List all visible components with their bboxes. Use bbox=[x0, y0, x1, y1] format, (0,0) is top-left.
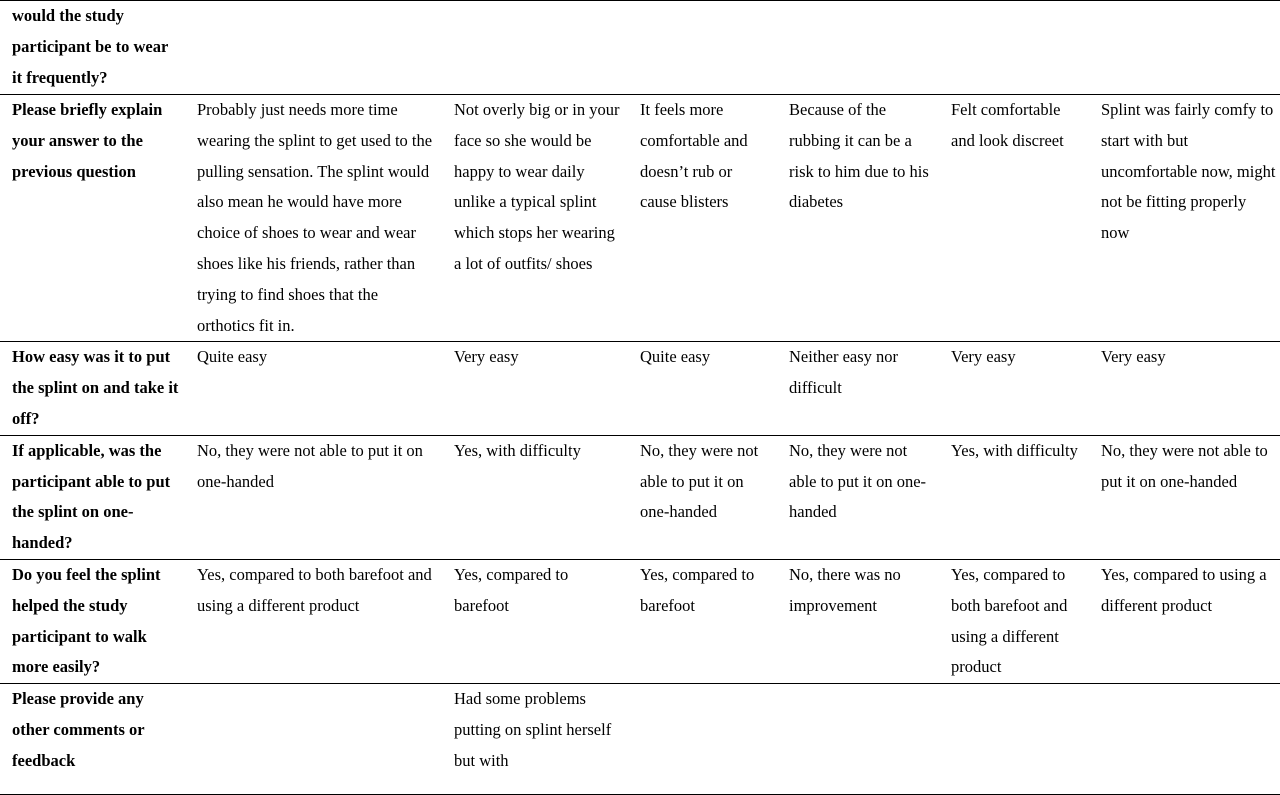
answer-cell: Yes, compared to both barefoot and using a different product bbox=[939, 559, 1089, 683]
question-cell: Do you feel the splint helped the study participant to walk more easily? bbox=[0, 559, 185, 683]
answer-cell: Not overly big or in your face so she would be happy to wear daily unlike a typical splint which stops her wearing a lot of outfits/ shoes bbox=[442, 95, 628, 342]
answer-cell: Yes, with difficulty bbox=[442, 435, 628, 559]
answer-cell: It feels more comfortable and doesn’t rub or cause blisters bbox=[628, 95, 777, 342]
question-cell: How easy was it to put the splint on and take it off? bbox=[0, 342, 185, 435]
answer-cell bbox=[442, 1, 628, 95]
answer-cell: No, they were not able to put it on one-handed bbox=[777, 435, 939, 559]
answer-cell: Quite easy bbox=[185, 342, 442, 435]
answer-cell: Very easy bbox=[442, 342, 628, 435]
answer-cell: Had some problems putting on splint herself but with bbox=[442, 684, 628, 795]
table-row bbox=[0, 559, 1280, 683]
table-row bbox=[0, 95, 1280, 342]
answer-cell: Neither easy nor difficult bbox=[777, 342, 939, 435]
answer-cell bbox=[628, 684, 777, 795]
answer-cell bbox=[628, 1, 777, 95]
answer-cell bbox=[939, 1, 1089, 95]
answer-cell: Yes, compared to both barefoot and using a different product bbox=[185, 559, 442, 683]
answer-cell: Quite easy bbox=[628, 342, 777, 435]
answer-cell bbox=[185, 684, 442, 795]
table-row bbox=[0, 342, 1280, 435]
answer-cell: Felt comfortable and look discreet bbox=[939, 95, 1089, 342]
answer-cell bbox=[777, 1, 939, 95]
question-cell: Please provide any other comments or feedback bbox=[0, 684, 185, 795]
answer-cell: Yes, compared to barefoot bbox=[628, 559, 777, 683]
question-cell: would the study participant be to wear it frequently? bbox=[0, 1, 185, 95]
answer-cell: No, they were not able to put it on one-handed bbox=[185, 435, 442, 559]
question-cell: If applicable, was the participant able to put the splint on one-handed? bbox=[0, 435, 185, 559]
answer-cell bbox=[1089, 684, 1280, 795]
answer-cell: Very easy bbox=[1089, 342, 1280, 435]
answer-cell: Because of the rubbing it can be a risk to him due to his diabetes bbox=[777, 95, 939, 342]
answer-cell: No, there was no improvement bbox=[777, 559, 939, 683]
answer-cell bbox=[939, 684, 1089, 795]
answer-cell: Yes, compared to using a different product bbox=[1089, 559, 1280, 683]
answer-cell: Splint was fairly comfy to start with but uncomfortable now, might not be fitting properly now bbox=[1089, 95, 1280, 342]
question-cell: Please briefly explain your answer to the previous question bbox=[0, 95, 185, 342]
answer-cell: Yes, compared to barefoot bbox=[442, 559, 628, 683]
answer-cell bbox=[1089, 1, 1280, 95]
answer-cell: Yes, with difficulty bbox=[939, 435, 1089, 559]
answer-cell bbox=[185, 1, 442, 95]
table-row bbox=[0, 684, 1280, 795]
answer-cell bbox=[777, 684, 939, 795]
answer-cell: No, they were not able to put it on one-handed bbox=[628, 435, 777, 559]
table-row bbox=[0, 435, 1280, 559]
answer-cell: No, they were not able to put it on one-handed bbox=[1089, 435, 1280, 559]
answer-cell: Probably just needs more time wearing the splint to get used to the pulling sensation. The splint would also mean he would have more choice of shoes to wear and wear shoes like his friends, rather than trying to find shoes that the orthotics fit in. bbox=[185, 95, 442, 342]
answer-cell: Very easy bbox=[939, 342, 1089, 435]
table-row bbox=[0, 1, 1280, 95]
